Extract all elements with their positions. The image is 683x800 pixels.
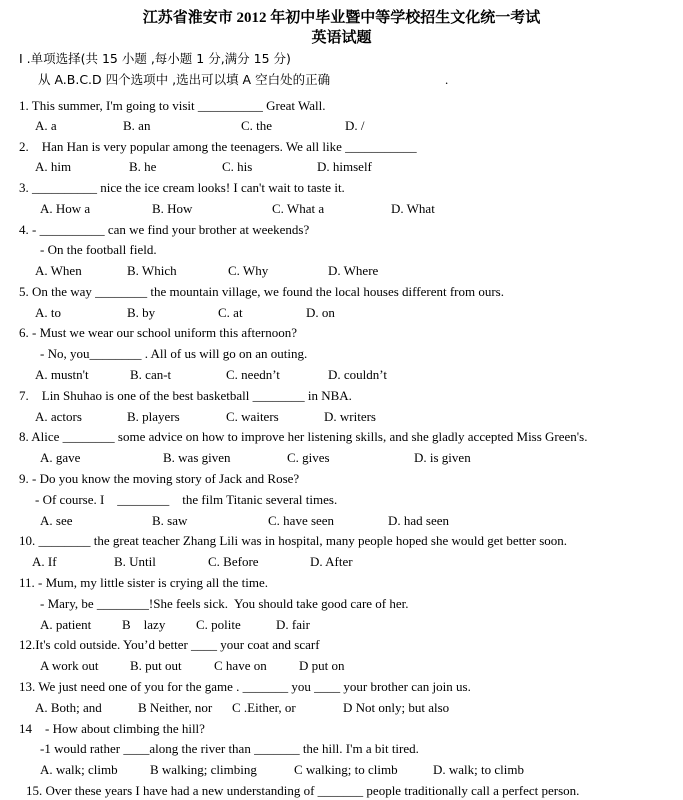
answer-option: B walking; climbing	[150, 762, 257, 777]
answer-option: B. can-t	[130, 367, 172, 382]
answer-option: C. waiters	[226, 409, 279, 424]
answer-option: C. What a	[272, 201, 325, 216]
answer-option: D. After	[310, 554, 353, 569]
answer-option: C. the	[241, 118, 273, 133]
answer-option: C. polite	[196, 617, 241, 632]
question-text: 2. Han Han is very popular among the teenagers. We all like ___________	[19, 139, 417, 154]
question-text: - Of course. I ________ the film Titanic several times.	[35, 492, 338, 507]
section-instruction: 从 A.B.C.D 四个选项中 ,选出可以填 A 空白处的正确	[38, 72, 331, 87]
question-text: - Mary, be ________!She feels sick. You should take good care of her.	[40, 596, 409, 611]
answer-option: D. walk; to climb	[433, 762, 524, 777]
answer-option: C. Before	[208, 554, 259, 569]
answer-option: B. he	[129, 159, 157, 174]
answer-option: D. fair	[276, 617, 310, 632]
section-heading: I .单项选择(共 15 小题 ,每小题 1 分,满分 15 分)	[19, 51, 291, 66]
answer-option: B. an	[123, 118, 151, 133]
answer-option: D. on	[306, 305, 335, 320]
answer-option: B. Until	[114, 554, 156, 569]
answer-option: D put on	[299, 658, 345, 673]
answer-option: A. see	[40, 513, 73, 528]
answer-option: D Not only; but also	[343, 700, 450, 715]
question-text: 6. - Must we wear our school uniform this afternoon?	[19, 325, 297, 340]
question-text: 7. Lin Shuhao is one of the best basketball ________ in NBA.	[19, 388, 352, 403]
question-text: - No, you________ . All of us will go on an outing.	[40, 346, 308, 361]
answer-option: C walking; to climb	[294, 762, 398, 777]
question-text: 5. On the way ________ the mountain village, we found the local houses different from ours.	[19, 284, 504, 299]
answer-option: B lazy	[122, 617, 166, 632]
answer-option: A. actors	[35, 409, 82, 424]
answer-option: C. Why	[228, 263, 269, 278]
answer-option: C. at	[218, 305, 243, 320]
answer-option: B. saw	[152, 513, 188, 528]
exam-subtitle: 英语试题	[311, 30, 372, 46]
question-text: 14 - How about climbing the hill?	[19, 721, 205, 736]
answer-option: A. to	[35, 305, 61, 320]
answer-option: D. had seen	[388, 513, 450, 528]
exam-title: 江苏省淮安市 2012 年初中毕业暨中等学校招生文化统一考试	[142, 10, 541, 26]
answer-option: B. put out	[130, 658, 182, 673]
question-text: 1. This summer, I'm going to visit __________ Great Wall.	[19, 98, 326, 113]
answer-option: C. his	[222, 159, 253, 174]
answer-option: D. writers	[324, 409, 376, 424]
answer-option: A. gave	[40, 450, 81, 465]
answer-option: D. Where	[328, 263, 379, 278]
answer-option: C .Either, or	[232, 700, 296, 715]
answer-option: B. How	[152, 201, 193, 216]
answer-option: B Neither, nor	[138, 700, 213, 715]
instruction-dot: .	[445, 72, 449, 87]
answer-option: A. If	[32, 554, 57, 569]
answer-option: D. What	[391, 201, 435, 216]
answer-option: A. walk; climb	[40, 762, 118, 777]
question-text: 15. Over these years I have had a new understanding of _______ people traditionally call a perfect person.	[26, 783, 580, 798]
question-text: 10. ________ the great teacher Zhang Lili was in hospital, many people hoped she would get better soon.	[19, 533, 568, 548]
answer-option: A. mustn't	[35, 367, 89, 382]
answer-option: D. himself	[317, 159, 372, 174]
answer-option: A. When	[35, 263, 82, 278]
question-text: 3. __________ nice the ice cream looks! I can't wait to taste it.	[19, 180, 345, 195]
answer-option: A work out	[40, 658, 99, 673]
answer-option: C. needn’t	[226, 367, 280, 382]
question-text: 4. - __________ can we find your brother at weekends?	[19, 222, 310, 237]
answer-option: A. him	[35, 159, 72, 174]
answer-option: C. have seen	[268, 513, 335, 528]
answer-option: C. gives	[287, 450, 330, 465]
answer-option: C have on	[214, 658, 267, 673]
question-text: 9. - Do you know the moving story of Jack and Rose?	[19, 471, 300, 486]
question-text: 12.It's cold outside. You’d better ____ your coat and scarf	[19, 637, 320, 652]
answer-option: D. /	[345, 118, 365, 133]
question-text: 13. We just need one of you for the game . _______ you ____ your brother can join us.	[19, 679, 471, 694]
answer-option: B. Which	[127, 263, 177, 278]
answer-option: D. couldn’t	[328, 367, 387, 382]
question-text: - On the football field.	[40, 242, 157, 257]
question-text: -1 would rather ____along the river than _______ the hill. I'm a bit tired.	[40, 741, 419, 756]
answer-option: D. is given	[414, 450, 471, 465]
answer-option: B. players	[127, 409, 180, 424]
question-text: 8. Alice ________ some advice on how to improve her listening skills, and she gladly accepted Miss Green's.	[19, 429, 588, 444]
answer-option: B. was given	[163, 450, 231, 465]
answer-option: B. by	[127, 305, 156, 320]
answer-option: A. How a	[40, 201, 91, 216]
answer-option: A. Both; and	[35, 700, 102, 715]
answer-option: A. patient	[40, 617, 92, 632]
answer-option: A. a	[35, 118, 57, 133]
question-text: 11. - Mum, my little sister is crying all the time.	[19, 575, 269, 590]
